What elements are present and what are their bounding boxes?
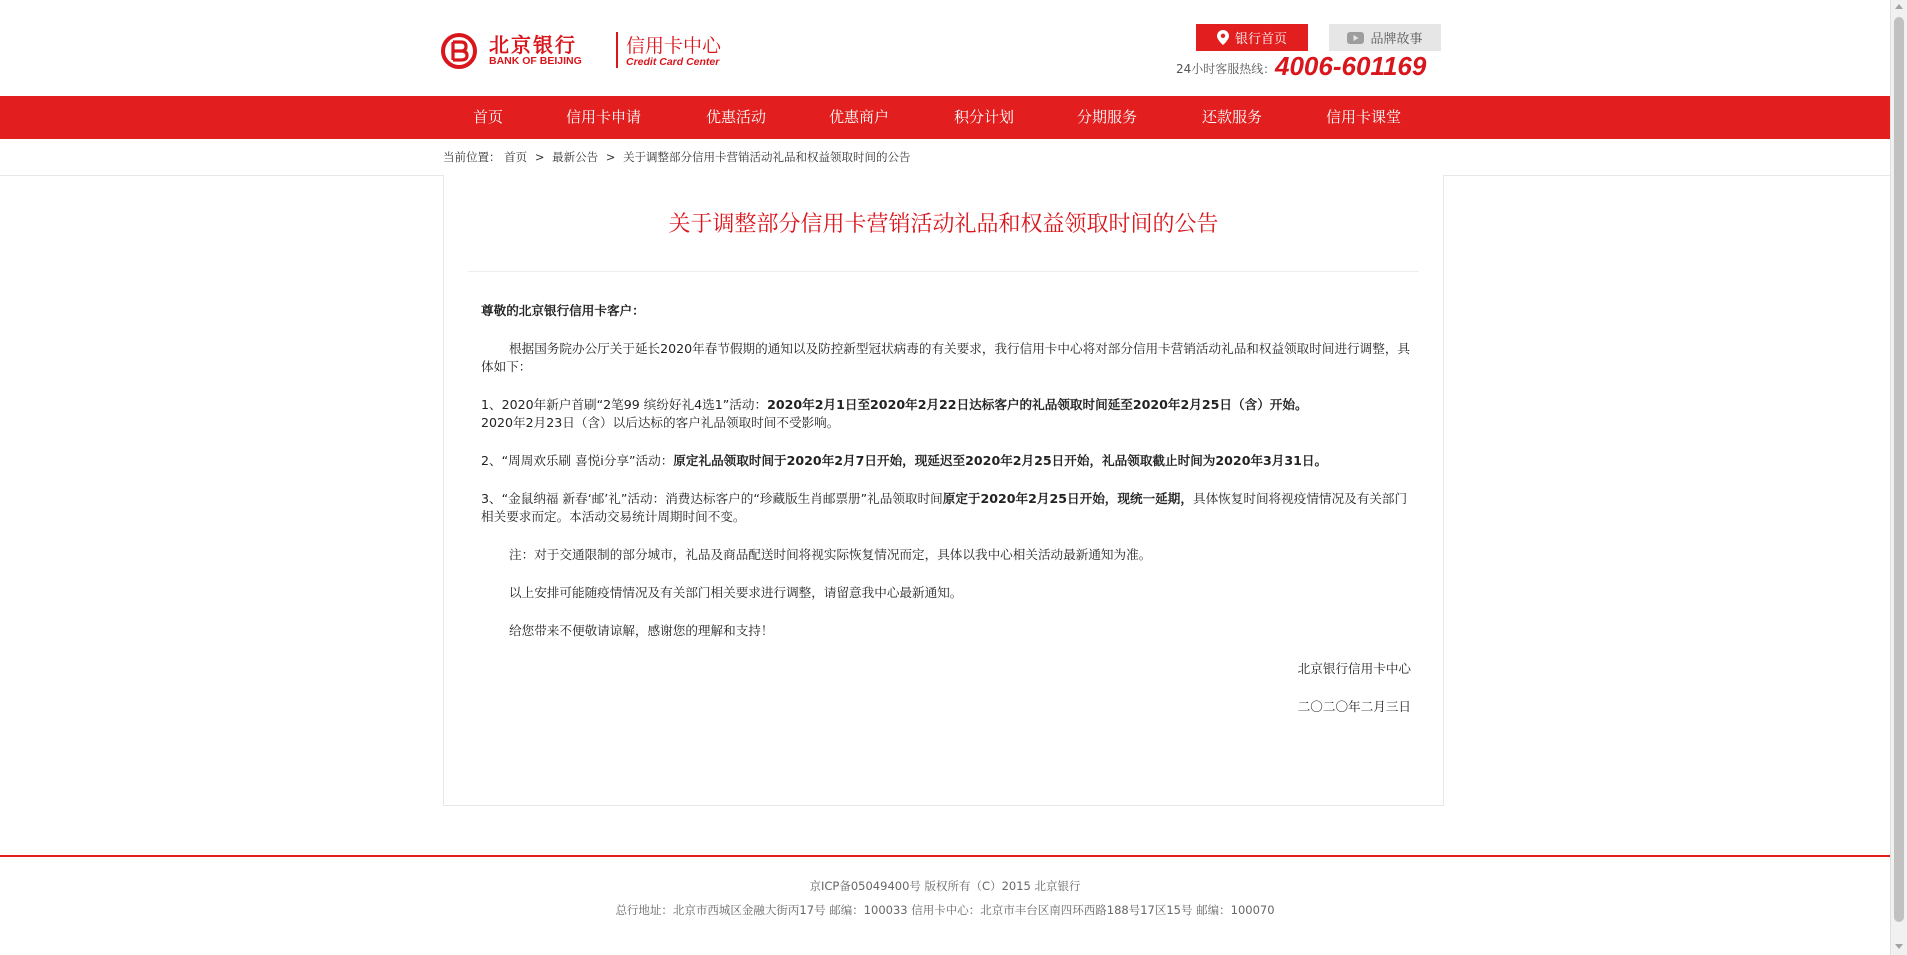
video-play-icon [1347, 32, 1364, 44]
notice-paragraph: 以上安排可能随疫情情况及有关部门相关要求进行调整，请留意我中心最新通知。 [509, 585, 963, 600]
center-name-en: Credit Card Center [626, 56, 720, 68]
breadcrumb-separator: > [534, 150, 545, 164]
brand-story-label: 品牌故事 [1370, 32, 1423, 47]
scroll-down-arrow-icon[interactable] [1895, 944, 1903, 949]
hotline-label: 24小时客服热线： [1176, 62, 1276, 76]
nav-item-home[interactable]: 首页 [473, 108, 504, 126]
breadcrumb [443, 149, 911, 165]
article-panel [443, 175, 1444, 806]
scroll-up-arrow-icon[interactable] [1895, 4, 1903, 9]
footer-address: 总行地址：北京市西城区金融大街丙17号 邮编：100033 信用卡中心：北京市丰台区南四环西路188号17区15号 邮编：100070 [615, 903, 1275, 917]
logo-text-en: BANK OF BEIJING [489, 55, 582, 67]
breadcrumb-separator: > [605, 150, 616, 164]
item-3: 3、“金鼠纳福 新春‘邮’礼”活动：消费达标客户的“珍藏版生肖邮票册”礼品领取时间原定于2020年2月25日开始，现统一延期，具体恢复时间将视疫情情况及有关部门相关要求而定。本活动交易统计周期时间不变。 [481, 491, 1408, 524]
bank-home-label: 银行首页 [1234, 32, 1287, 47]
breadcrumb-current: 关于调整部分信用卡营销活动礼品和权益领取时间的公告 [623, 150, 911, 164]
bank-home-button[interactable] [1196, 24, 1308, 51]
article-title: 关于调整部分信用卡营销活动礼品和权益领取时间的公告 [668, 212, 1219, 237]
title-divider [468, 271, 1419, 272]
intro-paragraph: 根据国务院办公厅关于延长2020年春节假期的通知以及防控新型冠状病毒的有关要求，我行信用卡中心将对部分信用卡营销活动礼品和权益领取时间进行调整，具体如下： [481, 341, 1411, 374]
logo-divider [616, 32, 618, 68]
bank-logo-icon [441, 33, 477, 69]
site-header [0, 0, 1890, 96]
signature: 北京银行信用卡中心 [1297, 661, 1411, 676]
note-paragraph: 注：对于交通限制的部分城市，礼品及商品配送时间将视实际恢复情况而定，具体以我中心相关活动最新通知为准。 [509, 547, 1152, 562]
publish-date: 二〇二〇年二月三日 [1297, 699, 1411, 714]
brand-story-button[interactable] [1329, 24, 1441, 51]
location-pin-icon [1217, 30, 1229, 45]
greeting: 尊敬的北京银行信用卡客户： [481, 303, 645, 318]
breadcrumb-section-link[interactable]: 最新公告 [552, 150, 599, 164]
nav-item-points[interactable]: 积分计划 [954, 108, 1015, 126]
nav-item-installments[interactable]: 分期服务 [1077, 108, 1138, 126]
center-name-cn: 信用卡中心 [626, 35, 722, 57]
logo-text-cn: 北京银行 [489, 33, 577, 57]
footer-divider [0, 855, 1890, 857]
nav-item-card-apply[interactable]: 信用卡申请 [566, 108, 642, 126]
hotline-number: 4006-601169 [1275, 51, 1427, 81]
nav-item-repayment[interactable]: 还款服务 [1202, 108, 1263, 126]
nav-item-merchants[interactable]: 优惠商户 [829, 108, 890, 126]
breadcrumb-prefix: 当前位置： [443, 150, 501, 164]
breadcrumb-home-link[interactable]: 首页 [504, 150, 528, 164]
apology-paragraph: 给您带来不便敬请谅解，感谢您的理解和支持！ [509, 623, 774, 638]
bank-logo[interactable] [441, 29, 722, 73]
nav-item-promotions[interactable]: 优惠活动 [706, 108, 767, 126]
scrollbar-thumb[interactable] [1894, 17, 1904, 922]
main-nav [0, 96, 1890, 139]
article-body [481, 302, 1411, 736]
item-2: 2、“周周欢乐刷 喜悦i分享”活动：原定礼品领取时间于2020年2月7日开始，现延迟至2020年2月25日开始，礼品领取截止时间为2020年3月31日。 [481, 453, 1328, 468]
nav-item-card-class[interactable]: 信用卡课堂 [1326, 108, 1402, 126]
footer-copyright: 京ICP备05049400号 版权所有（C）2015 北京银行 [809, 879, 1081, 893]
page-scrollbar[interactable] [1890, 0, 1907, 955]
item-1: 1、2020年新户首刷“2笔99 缤纷好礼4选1”活动：2020年2月1日至2020年2月22日达标客户的礼品领取时间延至2020年2月25日（含）开始。 2020年2月23日（含）以后达标的客户礼品领取时间不受影响。 [481, 397, 1308, 430]
breadcrumb-bar [0, 139, 1890, 176]
